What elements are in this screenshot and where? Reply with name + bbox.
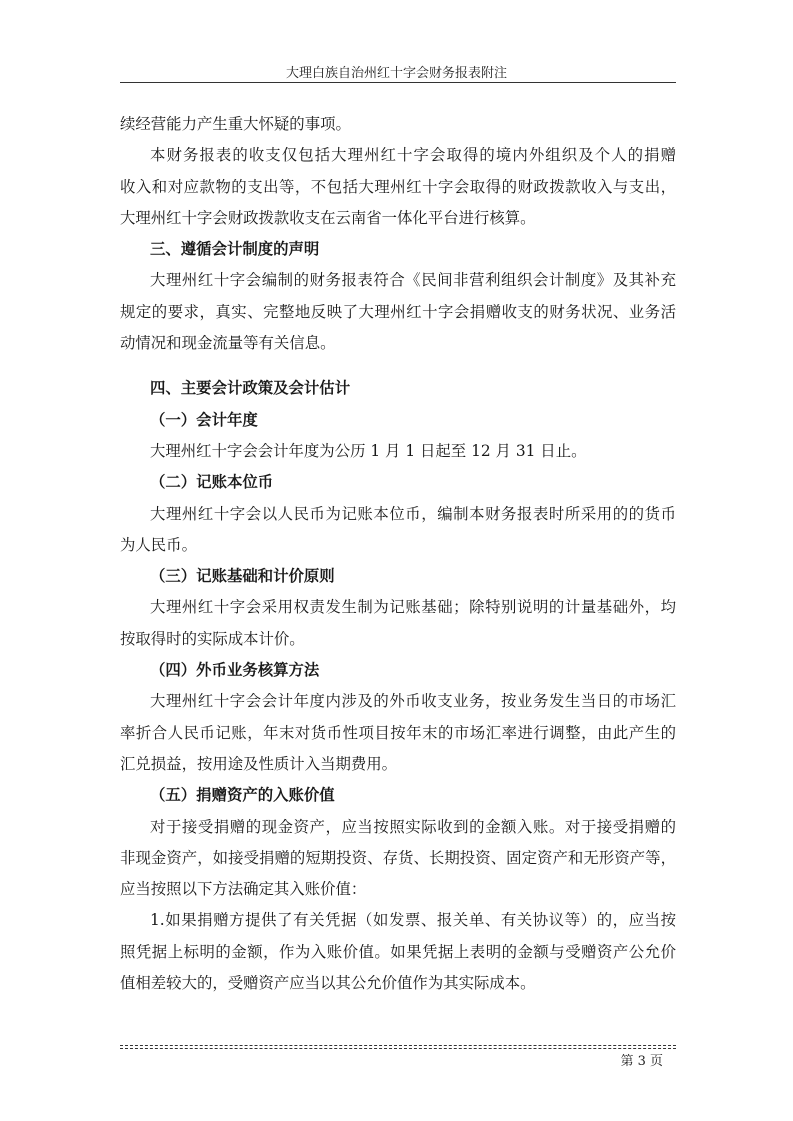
paragraph-line: 本财务报表的收支仅包括大理州红十字会取得的境内外组织及个人的捐赠 [150, 146, 676, 165]
paragraph-line: 大理州红十字会会计年度为公历 1 月 1 日起至 12 月 31 日止。 [150, 441, 587, 460]
paragraph-line: 率折合人民币记账，年末对货币性项目按年末的市场汇率进行调整，由此产生的 [120, 723, 676, 742]
paragraph-line: 为人民币。 [120, 535, 197, 554]
paragraph-line: 续经营能力产生重大怀疑的事项。 [120, 115, 351, 133]
footer-divider [120, 1048, 676, 1049]
paragraph-line: 对于接受捐赠的现金资产，应当按照实际收到的金额入账。对于接受捐赠的 [150, 817, 676, 836]
paragraph-line: 大理州红十字会以人民币为记账本位币，编制本财务报表时所采用的的货币 [150, 504, 676, 523]
paragraph-line: 大理州红十字会采用权责发生制为记账基础；除特别说明的计量基础外，均 [150, 598, 676, 617]
page-number: 第 3 页 [620, 1054, 663, 1069]
subsection-heading: （三）记账基础和计价原则 [150, 567, 335, 586]
paragraph-line: 大理州红十字会编制的财务报表符合《民间非营利组织会计制度》及其补充 [150, 271, 676, 290]
paragraph-line: 汇兑损益，按用途及性质计入当期费用。 [120, 754, 398, 773]
section-gap [120, 359, 676, 373]
header-divider [120, 82, 676, 83]
subsection-heading: （一）会计年度 [150, 410, 258, 429]
paragraph-line: 应当按照以下方法确定其入账价值： [120, 880, 367, 899]
paragraph-line: 动情况和现金流量等有关信息。 [120, 334, 336, 353]
paragraph-line: 大理州红十字会财政拨款收支在云南省一体化平台进行核算。 [120, 208, 536, 227]
paragraph-line: 非现金资产，如接受捐赠的短期投资、存货、长期投资、固定资产和无形资产等， [120, 848, 676, 867]
document-body [120, 109, 676, 999]
section-heading: 三、遵循会计制度的声明 [150, 240, 320, 259]
paragraph-line: 照凭据上标明的金额，作为入账价值。如果凭据上表明的金额与受赠资产公允价 [120, 942, 676, 961]
paragraph-line: 值相差较大的，受赠资产应当以其公允价值作为其实际成本。 [120, 974, 536, 993]
footer-divider [120, 1045, 676, 1046]
section-heading: 四、主要会计政策及会计估计 [150, 379, 351, 398]
paragraph-line: 按取得时的实际成本计价。 [120, 629, 305, 648]
document-header-title: 大理白族自治州红十字会财务报表附注 [285, 66, 507, 81]
paragraph-line: 规定的要求，真实、完整地反映了大理州红十字会捐赠收支的财务状况、业务活 [120, 302, 676, 321]
paragraph-line: 1.如果捐赠方提供了有关凭据（如发票、报关单、有关协议等）的，应当按 [150, 911, 676, 930]
subsection-heading: （五）捐赠资产的入账价值 [150, 786, 335, 805]
paragraph-line: 大理州红十字会会计年度内涉及的外币收支业务，按业务发生当日的市场汇 [150, 692, 676, 711]
subsection-heading: （四）外币业务核算方法 [150, 661, 320, 680]
subsection-heading: （二）记账本位币 [150, 473, 274, 492]
paragraph-line: 收入和对应款物的支出等，不包括大理州红十字会取得的财政拨款收入与支出， [120, 177, 676, 196]
